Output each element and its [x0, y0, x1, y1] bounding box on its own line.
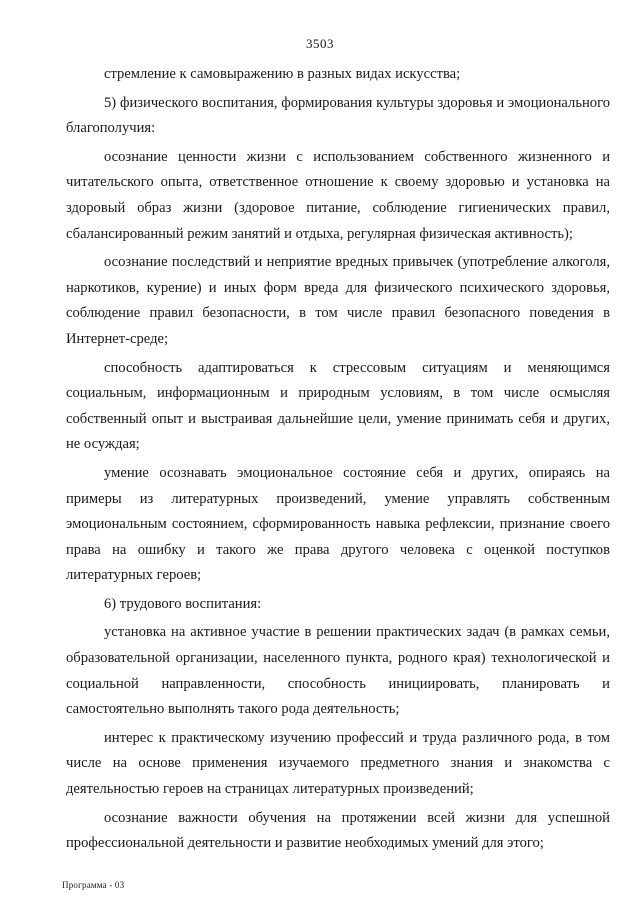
paragraph: осознание ценности жизни с использованием собственного жизненного и читательского опыта, ответственное отношение к своему здоровью и установка на здоровый образ жизни (здоровое питание, соблюдение гигиенических правил, сбалансированный режим занятий и отдыха, регулярная физическая активность); — [66, 148, 610, 242]
paragraph: интерес к практическому изучению профессий и труда различного рода, в том числе на основе применения изучаемого предметного знания и знакомства с деятельностью героев на страницах литературных произведений; — [66, 729, 610, 798]
section-heading-labor-education: 6) трудового воспитания: — [104, 595, 262, 612]
paragraph: осознание важности обучения на протяжении всей жизни для успешной профессиональной деятельности и развитие необходимых умений для этого; — [66, 809, 610, 852]
paragraph: установка на активное участие в решении практических задач (в рамках семьи, образовательной организации, населенного пункта, родного края) технологической и социальной направленности, способность инициировать, планировать и самостоятельно выполнять такого рода деятельность; — [66, 624, 610, 718]
paragraph: осознание последствий и неприятие вредных привычек (употребление алкоголя, наркотиков, курение) и иных форм вреда для физического психического здоровья, соблюдение правил безопасности, в том числе правил безопасного поведения в Интернет-среде; — [66, 254, 610, 347]
footer-label: Программа - 03 — [62, 880, 125, 890]
section-heading-physical-education: 5) физического воспитания, формирования культуры здоровья и эмоционального благополучия: — [66, 94, 610, 137]
paragraph: способность адаптироваться к стрессовым ситуациям и меняющимся социальным, информационным и природным условиям, в том числе осмысляя собственный опыт и выстраивая дальнейшие цели, умение принимать себя и других, не осуждая; — [66, 359, 610, 453]
paragraph: стремление к самовыражению в разных видах искусства; — [104, 66, 461, 82]
page-number: 3503 — [306, 36, 334, 51]
document-body — [66, 62, 610, 860]
paragraph: умение осознавать эмоциональное состояние себя и других, опираясь на примеры из литературных произведений, умение управлять собственным эмоциональным состоянием, сформированность навыка рефлексии, признание своего права на ошибку и такого же права другого человека с оценкой поступков литературных героев; — [66, 464, 610, 584]
